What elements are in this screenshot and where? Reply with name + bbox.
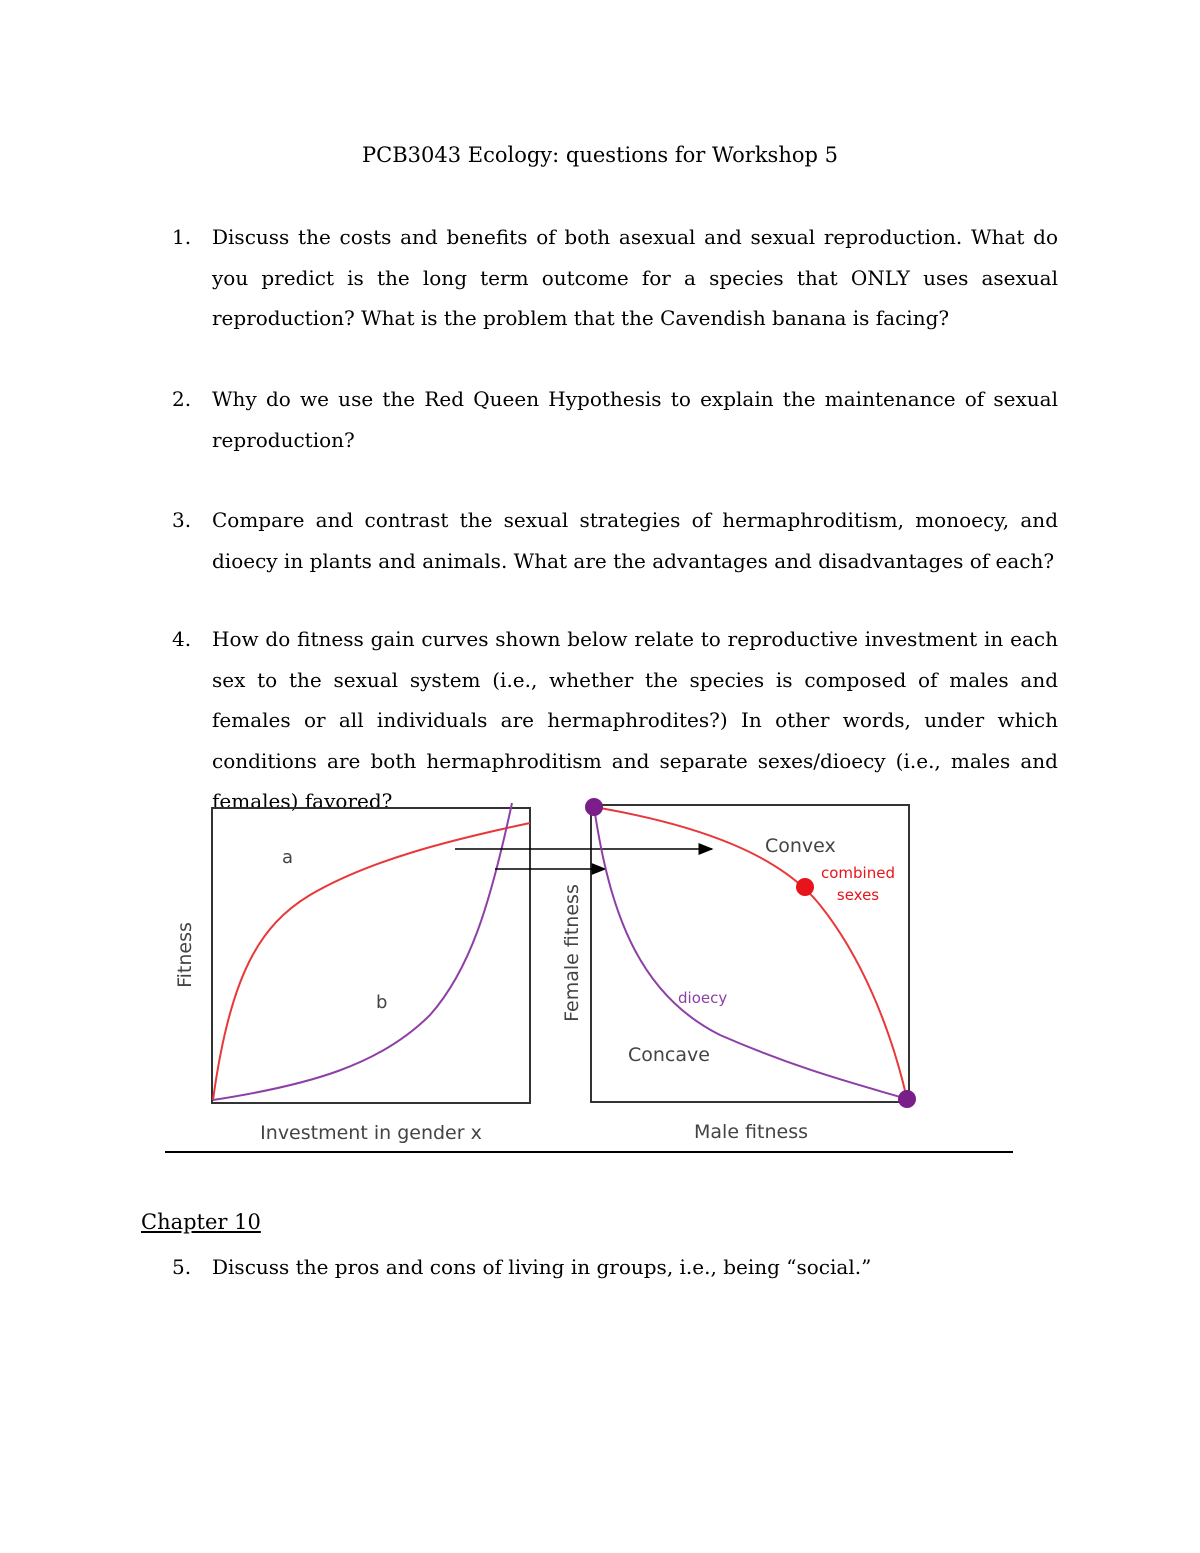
fitness-gain-figure — [160, 795, 1020, 1155]
question-2 — [172, 379, 1058, 460]
curve-a — [213, 823, 530, 1100]
question-number: 1. — [172, 225, 192, 249]
combined-sexes-dot — [796, 878, 814, 896]
left-y-axis-label: Fitness — [174, 922, 196, 988]
dioecy-label: dioecy — [678, 989, 728, 1007]
concave-label: Concave — [628, 1044, 710, 1066]
convex-label: Convex — [765, 835, 836, 857]
question-text: Why do we use the Red Queen Hypothesis to explain the maintenance of sexual reproduction? — [212, 387, 1058, 452]
left-panel-frame — [212, 808, 530, 1103]
page-title: PCB3043 Ecology: questions for Workshop 5 — [362, 143, 838, 167]
question-text: Compare and contrast the sexual strategies of hermaphroditism, monoecy, and dioecy in plants and animals. What are the advantages and disadvantages of each? — [212, 508, 1058, 573]
question-number: 2. — [172, 387, 192, 411]
right-y-axis-label: Female fitness — [561, 884, 583, 1022]
question-text: Discuss the pros and cons of living in groups, i.e., being “social.” — [212, 1255, 872, 1279]
curve-b — [213, 803, 512, 1100]
sexes-label: sexes — [836, 886, 880, 904]
corner-dot-top — [585, 798, 603, 816]
curve-a-label: a — [282, 847, 294, 868]
question-number: 3. — [172, 508, 192, 532]
fitness-gain-svg — [160, 795, 1020, 1155]
curve-b-label: b — [376, 992, 388, 1013]
question-text: Discuss the costs and benefits of both asexual and sexual reproduction. What do you predict is the long term outcome for a species that ONLY uses asexual reproduction? What is the problem that the Cavendish banana is facing? — [212, 225, 1058, 331]
question-number: 4. — [172, 627, 192, 651]
corner-dot-bottom — [898, 1090, 916, 1108]
combined-label: combined — [821, 864, 895, 882]
question-text: How do fitness gain curves shown below relate to reproductive investment in each sex to the sexual system (i.e., whether the species is composed of males and females or all individuals are hermaphrodites?) In other words, under which conditions are both hermaphroditism and separate sexes/dioecy (i.e., males and females) favored? — [212, 627, 1058, 814]
question-1 — [172, 217, 1058, 339]
question-number: 5. — [172, 1255, 192, 1279]
right-x-axis-label: Male fitness — [694, 1121, 808, 1143]
question-5 — [172, 1247, 1058, 1288]
question-4 — [172, 619, 1058, 822]
question-3 — [172, 500, 1058, 581]
chapter-heading: Chapter 10 — [141, 1210, 261, 1234]
left-x-axis-label: Investment in gender x — [260, 1122, 482, 1144]
